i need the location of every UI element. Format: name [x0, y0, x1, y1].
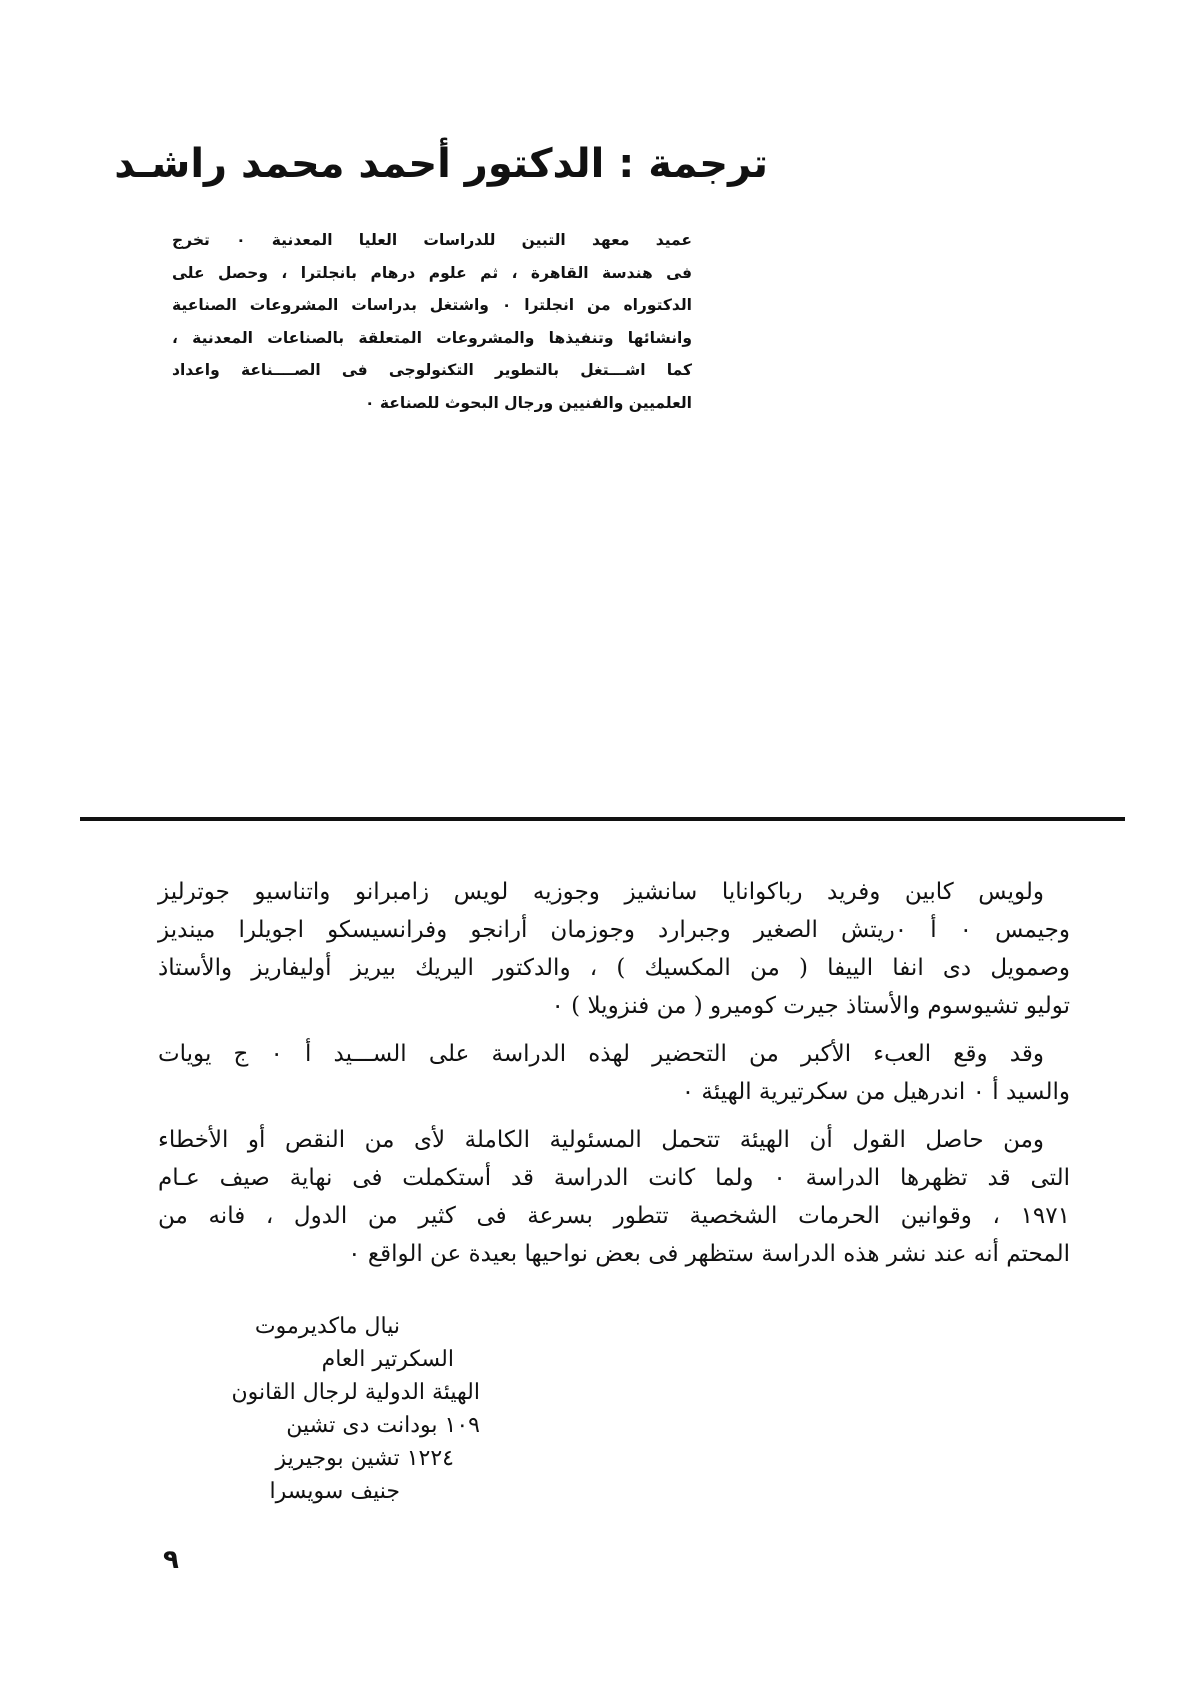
signature-address-line: ١٢٢٤ تشين بوجيريز — [275, 1446, 454, 1471]
bio-line: كما اشـــتغل بالتطوير التكنولوجى فى الصــــناعة واعداد — [172, 361, 692, 379]
horizontal-divider — [80, 817, 1125, 821]
text-line: المحتم أنه عند نشر هذه الدراسة ستظهر فى بعض نواحيها بعيدة عن الواقع ٠ — [348, 1241, 1070, 1267]
text-line: توليو تشيوسوم والأستاذ جيرت كوميرو ( من فنزويلا ) ٠ — [551, 993, 1070, 1019]
bio-line: عميد معهد التبين للدراسات العليا المعدنية ٠ تخرج — [172, 231, 692, 249]
text-line: والسيد أ ٠ اندرهيل من سكرتيرية الهيئة ٠ — [681, 1079, 1070, 1105]
bio-line: الدكتوراه من انجلترا ٠ واشتغل بدراسات المشروعات الصناعية — [172, 296, 692, 314]
translator-heading: ترجمة : الدكتور أحمد محمد راشـد — [114, 141, 768, 187]
page-number: ٩ — [163, 1545, 179, 1575]
paragraph-preparation — [158, 1035, 1070, 1111]
signature-address-line: ١٠٩ بودانت دى تشين — [286, 1413, 480, 1438]
paragraph-acknowledgements — [158, 873, 1070, 1025]
text-line: ولويس كابين وفريد رباكوانايا سانشيز وجوزيه لويس زامبرانو واتناسيو جوترليز — [158, 879, 1044, 905]
text-line: وصمويل دى انفا الييفا ( من المكسيك ) ، والدكتور اليريك بيريز أوليفاريز والأستاذ — [158, 955, 1070, 981]
signature-name: نيال ماكديرموت — [254, 1314, 400, 1339]
text-line: وقد وقع العبء الأكبر من التحضير لهذه الدراسة على الســـيد أ ٠ ج يويات — [158, 1041, 1044, 1067]
body-text — [158, 873, 1070, 1283]
text-line: ومن حاصل القول أن الهيئة تتحمل المسئولية الكاملة لأى من النقص أو الأخطاء — [158, 1127, 1044, 1153]
bio-line: فى هندسة القاهرة ، ثم علوم درهام بانجلترا ، وحصل على — [172, 263, 692, 282]
text-line: ١٩٧١ ، وقوانين الحرمات الشخصية تتطور بسرعة فى كثير من الدول ، فانه من — [158, 1203, 1070, 1229]
bio-line: وانشائها وتنفيذها والمشروعات المتعلقة بالصناعات المعدنية ، — [172, 328, 692, 347]
bio-line: العلميين والفنيين ورجال البحوث للصناعة ٠ — [365, 393, 692, 412]
signature-title: السكرتير العام — [321, 1347, 454, 1372]
translator-bio — [172, 224, 692, 419]
signature-block — [140, 1310, 480, 1508]
paragraph-responsibility — [158, 1121, 1070, 1273]
text-line: وجيمس ٠ أ ٠ريتش الصغير وجبرارد وجوزمان أرانجو وفرانسيسكو اجويلرا مينديز — [158, 917, 1070, 943]
text-line: التى قد تظهرها الدراسة ٠ ولما كانت الدراسة قد أستكملت فى نهاية صيف عـام — [158, 1165, 1070, 1191]
signature-organization: الهيئة الدولية لرجال القانون — [231, 1380, 480, 1405]
signature-city: جنيف سويسرا — [269, 1479, 400, 1504]
